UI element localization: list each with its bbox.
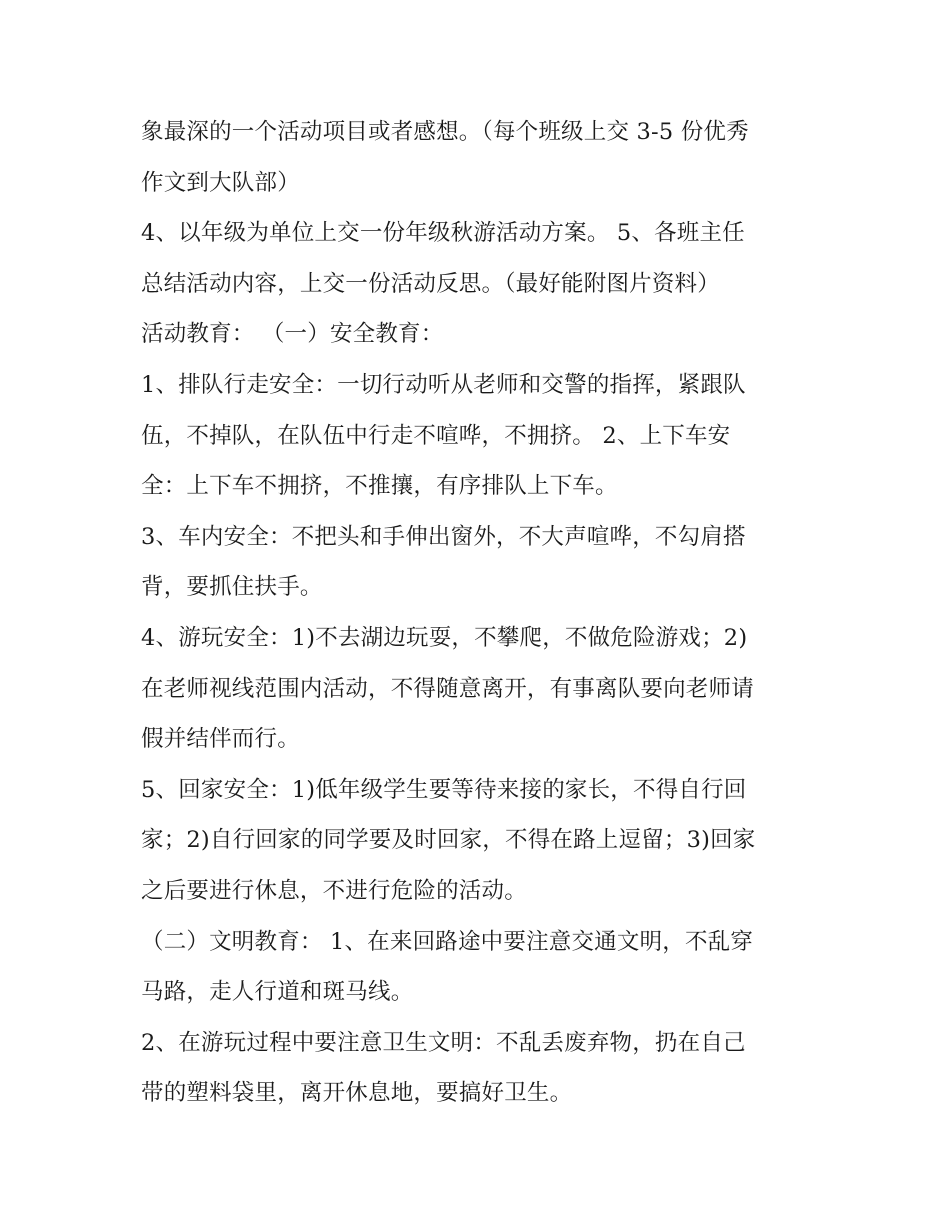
text-line: 4、以年级为单位上交一份年级秋游活动方案。 5、各班主任 <box>141 220 745 247</box>
text-line: 象最深的一个活动项目或者感想。（每个班级上交 3-5 份优秀 <box>141 119 749 145</box>
text-line: 4、游玩安全：1)不去湖边玩耍，不攀爬，不做危险游戏；2) <box>141 624 748 651</box>
text-line: 1、排队行走安全：一切行动听从老师和交警的指挥，紧跟队 <box>141 371 746 398</box>
text-line: 带的塑料袋里，离开休息地，要搞好卫生。 <box>141 1080 573 1107</box>
text-line: 全：上下车不拥挤，不推攘，有序排队上下车。 <box>141 473 618 500</box>
document-body <box>141 107 821 1119</box>
text-line: 5、回家安全：1)低年级学生要等待来接的家长，不得自行回 <box>141 776 747 803</box>
text-line: 之后要进行休息，不进行危险的活动。 <box>141 877 527 904</box>
text-line: 家；2)自行回家的同学要及时回家，不得在路上逗留；3)回家 <box>141 827 756 854</box>
text-line: （二）文明教育： 1、在来回路途中要注意交通文明，不乱穿 <box>141 928 754 955</box>
text-line: 在老师视线范围内活动，不得随意离开，有事离队要向老师请 <box>141 675 754 702</box>
text-line: 马路，走人行道和斑马线。 <box>141 979 414 1006</box>
text-line: 伍，不掉队，在队伍中行走不喧哗，不拥挤。 2、上下车安 <box>141 422 731 449</box>
text-line: 总结活动内容，上交一份活动反思。（最好能附图片资料） <box>141 270 720 297</box>
text-line: 作文到大队部） <box>141 169 300 196</box>
text-line: 背，要抓住扶手。 <box>141 574 323 601</box>
section-heading: 活动教育： （一）安全教育： <box>141 321 444 348</box>
text-line: 假并结伴而行。 <box>141 726 300 753</box>
text-line: 3、车内安全：不把头和手伸出窗外，不大声喧哗，不勾肩搭 <box>141 523 746 550</box>
text-line: 2、在游玩过程中要注意卫生文明：不乱丢废弃物，扔在自己 <box>141 1029 746 1056</box>
